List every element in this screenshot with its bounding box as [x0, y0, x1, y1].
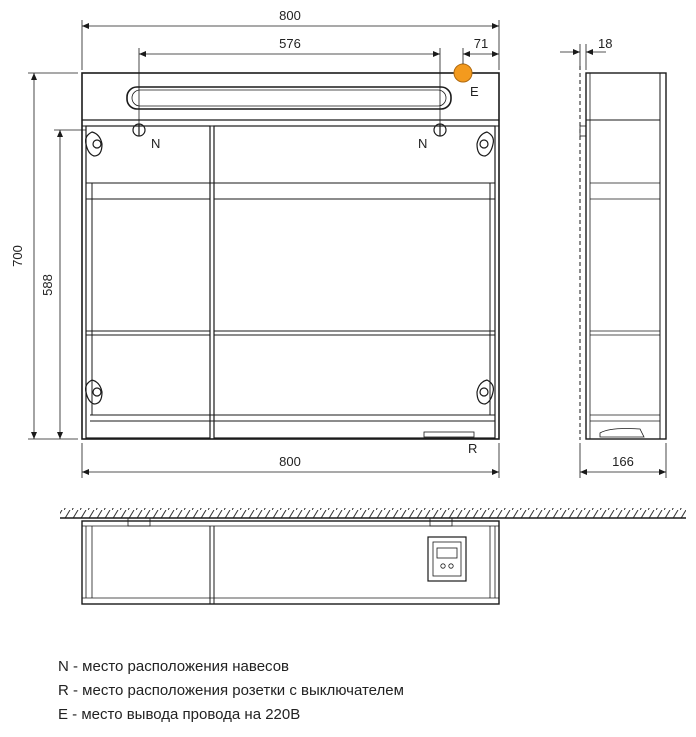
dim-panel-thickness: 18 — [598, 36, 613, 51]
front-view — [82, 73, 499, 439]
legend — [58, 655, 678, 727]
dim-overall-width-bottom: 800 — [279, 454, 301, 469]
dim-light-width: 576 — [279, 36, 301, 51]
side-view — [580, 66, 666, 440]
plan-view — [60, 508, 686, 604]
marker-hanger-left: N — [151, 136, 161, 151]
side-dimensions — [560, 44, 666, 478]
dim-overall-height: 700 — [10, 245, 25, 267]
door-left — [86, 126, 210, 438]
legend-hangers: N - место расположения навесов — [58, 658, 290, 675]
dim-body-height: 588 — [40, 274, 55, 296]
marker-wire-outlet: E — [470, 84, 479, 99]
dim-wire-offset: 71 — [473, 36, 489, 51]
door-right — [214, 126, 495, 438]
marker-socket: R — [468, 441, 478, 456]
marker-hanger-right: N — [418, 136, 428, 151]
legend-socket: R - место расположения розетки с выключателем — [58, 682, 404, 699]
wire-outlet-icon — [454, 64, 472, 82]
legend-wire-outlet: E - место вывода провода на 220В — [58, 706, 301, 723]
socket-outline — [424, 432, 474, 437]
socket-icon — [428, 537, 466, 581]
front-dimensions — [28, 20, 499, 478]
dim-depth: 166 — [612, 454, 634, 469]
dim-overall-width-top: 800 — [279, 8, 301, 23]
hinge-icon — [86, 132, 494, 404]
